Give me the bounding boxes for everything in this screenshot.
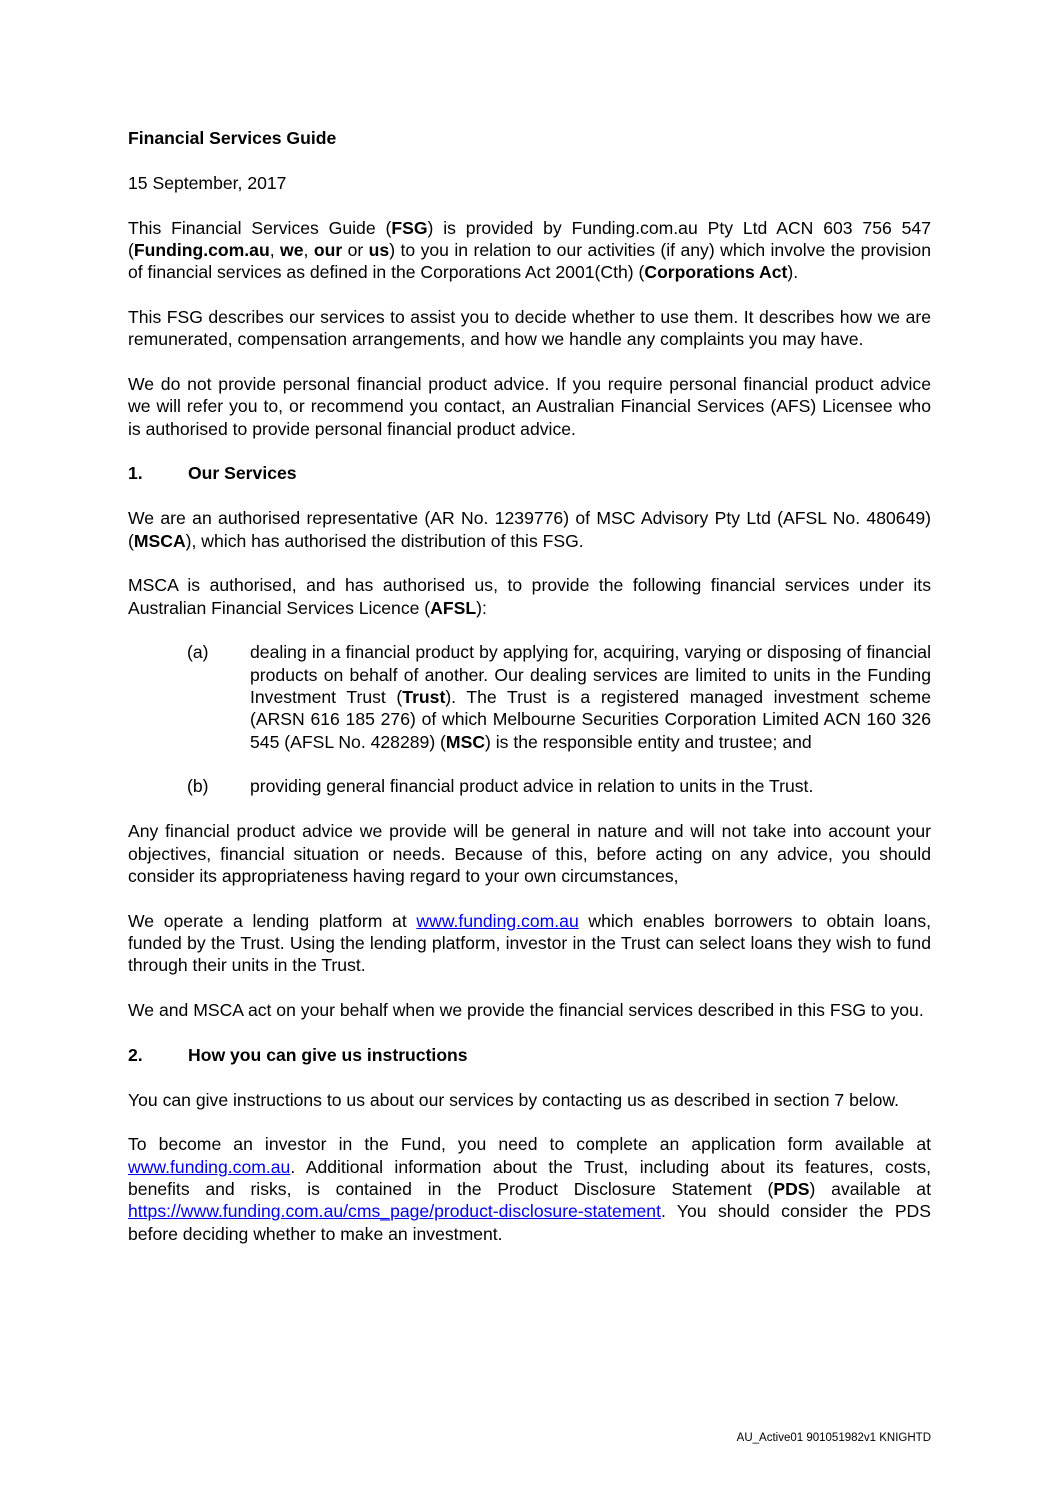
text: . You should consider the PDS before deciding whether to make an investment. [128, 1201, 931, 1244]
section-1-heading [128, 462, 931, 484]
no-advice-paragraph: We do not provide personal financial product advice. If you require personal financial product advice we will refer you to, or recommend you contact, an Australian Financial Services (AFS) Licensee who is authorised to provide personal financial product advice. [128, 374, 931, 439]
text: MSCA is authorised, and has authorised us, to provide the following financial services under its Australian Financial Services Licence ( [128, 575, 931, 618]
text: which enables borrowers to obtain loans, funded by the Trust. Using the lending platform, investor in the Trust can select loans they wish to fund through their units in the Trust. [128, 910, 932, 976]
list-text: providing general financial product advice in relation to units in the Trust. [250, 776, 814, 797]
term-funding: Funding.com.au [133, 239, 270, 260]
behalf-paragraph: We and MSCA act on your behalf when we provide the financial services described in this FSG to you. [128, 1000, 924, 1021]
list-item-a [128, 641, 931, 752]
text: This Financial Services Guide ( [128, 217, 392, 238]
term-afsl: AFSL [430, 597, 477, 618]
section-title: Our Services [188, 463, 297, 484]
section-number: 1. [128, 463, 143, 484]
document-title: Financial Services Guide [128, 128, 337, 148]
term-msc: MSC [445, 731, 486, 752]
text: dealing in a financial product by applying for, acquiring, varying or disposing of financial products on behalf of another. Our dealing services are limited to units in the Funding Investment Trust ( [250, 642, 931, 708]
term-pds: PDS [773, 1179, 810, 1199]
intro-paragraph [128, 217, 931, 284]
ar-paragraph [128, 507, 931, 552]
platform-paragraph [128, 910, 931, 977]
describe-paragraph: This FSG describes our services to assist you to decide whether to use them. It describes how we are remunerated, compensation arrangements, and how we handle any complaints you may have. [128, 306, 931, 350]
text: ) available at [809, 1179, 931, 1199]
term-us: us [368, 239, 390, 260]
text: , [303, 239, 314, 260]
list-text [250, 641, 931, 752]
funding-website-link[interactable]: www.funding.com.au [128, 1156, 291, 1177]
term-msca: MSCA [133, 530, 186, 551]
general-advice-paragraph: Any financial product advice we provide will be general in nature and will not take into account your objectives, financial situation or needs. Because of this, before acting on any advice, you should consider its appropriateness having regard to your own circumstances, [128, 821, 931, 886]
text: ) to you in relation to our activities (if any) which involve the provision of financial services as defined in the Corporations Act 2001(Cth) ( [128, 239, 931, 283]
text: ), which has authorised the distribution of this FSG. [185, 530, 584, 551]
section-title: How you can give us instructions [188, 1044, 468, 1065]
text: ): [476, 597, 487, 618]
text: ) is the responsible entity and trustee; and [485, 731, 812, 752]
section-number: 2. [128, 1044, 143, 1065]
document-date: 15 September, 2017 [128, 173, 287, 194]
text: ) is provided by Funding.com.au Pty Ltd ACN 603 756 547 ( [128, 217, 931, 260]
list-item-b [128, 775, 931, 797]
section-2-heading [128, 1044, 931, 1066]
term-we: we [280, 239, 304, 260]
list-label: (b) [187, 776, 209, 797]
funding-website-link[interactable]: www.funding.com.au [416, 910, 579, 931]
text: We operate a lending platform at [128, 910, 417, 931]
pds-link[interactable]: https://www.funding.com.au/cms_page/product-disclosure-statement [128, 1201, 661, 1222]
msca-paragraph [128, 574, 931, 619]
text: ). [787, 262, 799, 283]
text: ). The Trust is a registered managed investment scheme (ARSN 616 185 276) of which Melbourne Securities Corporation Limited ACN 160 326 545 (AFSL No. 428289) ( [250, 687, 931, 752]
term-corporations-act: Corporations Act [644, 262, 788, 283]
text: or [342, 239, 369, 260]
instructions-paragraph: You can give instructions to us about our services by contacting us as described in section 7 below. [128, 1089, 899, 1110]
text: To become an investor in the Fund, you need to complete an application form available at [128, 1134, 931, 1155]
document-page [128, 127, 931, 1267]
term-trust: Trust [402, 687, 446, 708]
text: We are an authorised representative (AR No. 1239776) of MSC Advisory Pty Ltd (AFSL No. 480649) ( [128, 508, 931, 551]
term-our: our [313, 239, 343, 260]
document-footer-id: AU_Active01 901051982v1 KNIGHTD [736, 1432, 931, 1444]
text: , [269, 239, 281, 260]
text: . Additional information about the Trust, including about its features, costs, benefits and risks, is contained in the Product Disclosure Statement ( [128, 1156, 931, 1199]
list-label: (a) [187, 642, 209, 663]
investor-paragraph [128, 1133, 931, 1244]
term-fsg: FSG [391, 217, 428, 238]
